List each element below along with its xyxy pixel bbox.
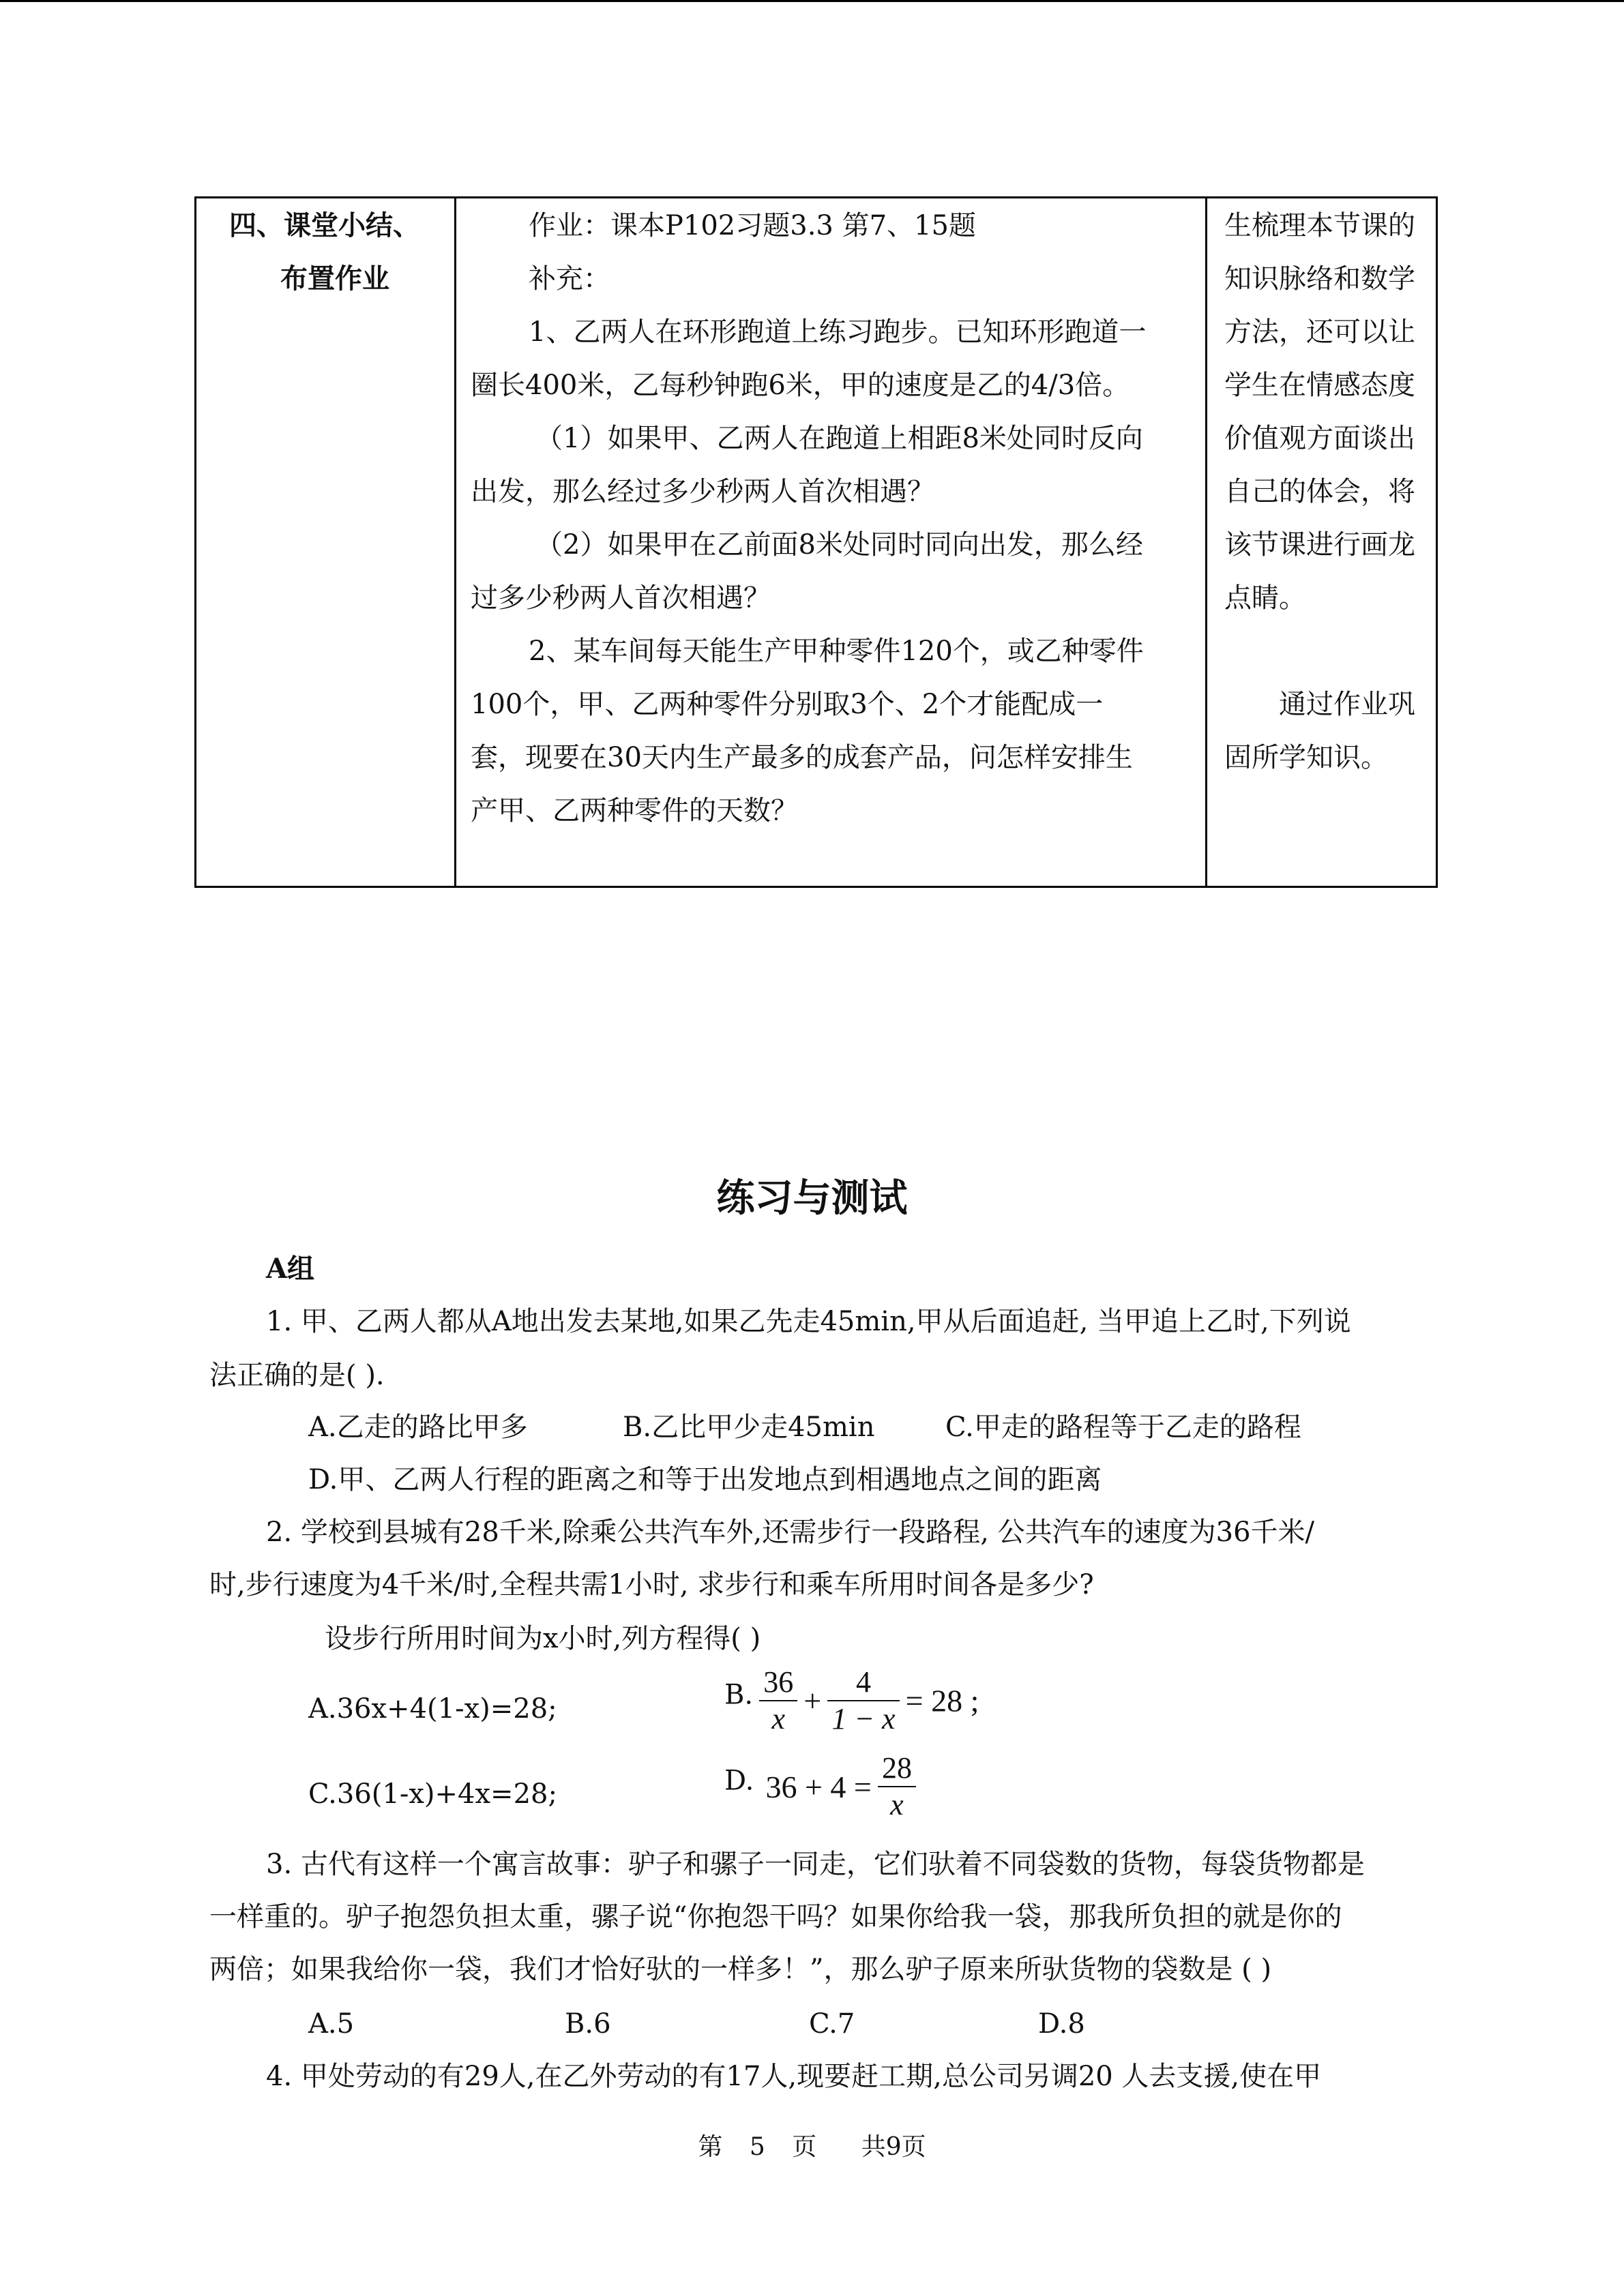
q2-option-d-label: D.: [724, 1765, 754, 1797]
table-cell-stage: [194, 196, 455, 305]
q1-line2: 法正确的是( ).: [209, 1360, 385, 1391]
q2-line3: 设步行所用时间为x小时,列方程得( ): [325, 1623, 761, 1654]
q1-line1: 1. 甲、乙两人都从A地出发去某地,如果乙先走45min,甲从后面追赶, 当甲追上乙时,下列说: [266, 1306, 1351, 1337]
purpose-line: 知识脉络和数学: [1224, 263, 1415, 295]
content-line: 作业：课本P102习题3.3 第7、15题: [529, 210, 976, 241]
purpose-line: 固所学知识。: [1224, 742, 1388, 773]
content-line: 出发，那么经过多少秒两人首次相遇？: [471, 476, 934, 507]
content-line: 套，现要在30天内生产最多的成套产品，问怎样安排生: [471, 742, 1133, 773]
content-line: 2、某车间每天能生产甲种零件120个，或乙种零件: [529, 636, 1144, 667]
q1-option-a: A.乙走的路比甲多: [308, 1412, 528, 1443]
fraction-denominator: x: [771, 1702, 785, 1735]
fraction-36-over-x: [759, 1665, 797, 1737]
q3-line1: 3. 古代有这样一个寓言故事：驴子和骡子一同走，它们驮着不同袋数的货物，每袋货物都是: [266, 1849, 1365, 1880]
table-divider-2: [1205, 196, 1207, 888]
equation-lhs: 36 + 4 =: [765, 1769, 872, 1804]
fraction-4-over-1-minus-x: [827, 1665, 899, 1737]
q2-line1: 2. 学校到县城有28千米,除乘公共汽车外,还需步行一段路程, 公共汽车的速度为36千米/: [266, 1517, 1315, 1548]
purpose-line: 方法，还可以让: [1224, 316, 1415, 348]
q3-line2: 一样重的。驴子抱怨负担太重，骡子说“你抱怨干吗？如果你给我一袋，那我所负担的就是你的: [209, 1901, 1342, 1933]
q3-line3: 两倍；如果我给你一袋，我们才恰好驮的一样多！”，那么驴子原来所驮货物的袋数是 ( ): [209, 1954, 1272, 1985]
q3-option-a: A.5: [308, 2008, 355, 2040]
content-line: 圈长400米，乙每秒钟跑6米，甲的速度是乙的4/3倍。: [471, 370, 1130, 401]
content-line: 补充：: [529, 263, 610, 295]
table-cell-purpose: [1224, 199, 1429, 784]
plus-sign: +: [803, 1683, 822, 1718]
group-label: A组: [266, 1253, 315, 1285]
footer-page-suffix: 页: [792, 2133, 817, 2161]
stage-label-line1: 四、课堂小结、: [229, 209, 420, 241]
q1-option-d: D.甲、乙两人行程的距离之和等于出发地点到相遇地点之间的距离: [308, 1464, 1102, 1495]
content-line: 过多少秒两人首次相遇？: [471, 582, 771, 614]
footer-total-pages: 共9页: [861, 2133, 926, 2161]
q1-option-c: C.甲走的路程等于乙走的路程: [945, 1412, 1301, 1443]
stage-label-line2: 布置作业: [280, 263, 389, 295]
purpose-line: 该节课进行画龙: [1224, 529, 1415, 561]
fraction-numerator: 28: [878, 1750, 916, 1787]
q2-line2: 时,步行速度为4千米/时,全程共需1小时, 求步行和乘车所用时间各是多少?: [209, 1569, 1094, 1600]
footer-page-number: 5: [749, 2133, 765, 2161]
purpose-line: 生梳理本节课的: [1224, 210, 1415, 241]
footer-prefix: 第: [698, 2133, 723, 2161]
table-cell-content: [471, 199, 1200, 837]
q3-option-c: C.7: [809, 2008, 855, 2040]
fraction-denominator: x: [890, 1788, 904, 1821]
fraction-28-over-x: [878, 1750, 916, 1823]
section-title: 练习与测试: [716, 1176, 908, 1221]
content-line: （1）如果甲、乙两人在跑道上相距8米处同时反向: [535, 423, 1143, 454]
fraction-denominator: 1 − x: [831, 1702, 896, 1735]
q2-option-c: C.36(1-x)+4x=28;: [308, 1778, 557, 1810]
q2-option-b: [724, 1665, 979, 1737]
purpose-line: 点睛。: [1224, 582, 1306, 614]
top-border-line: [0, 0, 1624, 2]
purpose-line: 自己的体会，将: [1224, 476, 1415, 507]
page-footer: [0, 2128, 1624, 2162]
q3-option-d: D.8: [1038, 2008, 1085, 2040]
fraction-numerator: 4: [827, 1665, 899, 1701]
equation-tail: = 28 ;: [905, 1683, 979, 1718]
content-line: （2）如果甲在乙前面8米处同时同向出发，那么经: [535, 529, 1143, 561]
fraction-numerator: 36: [759, 1665, 797, 1701]
purpose-line: 通过作业巩: [1279, 689, 1415, 720]
q2-option-d: [724, 1750, 919, 1823]
content-line: 1、乙两人在环形跑道上练习跑步。已知环形跑道一: [529, 316, 1147, 348]
purpose-line: 学生在情感态度: [1224, 370, 1415, 401]
purpose-line: 价值观方面谈出: [1224, 423, 1415, 454]
content-line: 产甲、乙两种零件的天数？: [471, 795, 798, 826]
purpose-line-blank: [1224, 625, 1429, 678]
content-line: 100个，甲、乙两种零件分别取3个、2个才能配成一: [471, 689, 1104, 720]
q3-option-b: B.6: [565, 2008, 611, 2040]
q1-option-b: B.乙比甲少走45min: [623, 1412, 875, 1443]
q2-option-a: A.36x+4(1-x)=28;: [308, 1693, 557, 1725]
q4-line1: 4. 甲处劳动的有29人,在乙外劳动的有17人,现要赶工期,总公司另调20 人去支援,使在甲: [266, 2061, 1322, 2092]
q2-option-b-label: B.: [724, 1679, 754, 1711]
